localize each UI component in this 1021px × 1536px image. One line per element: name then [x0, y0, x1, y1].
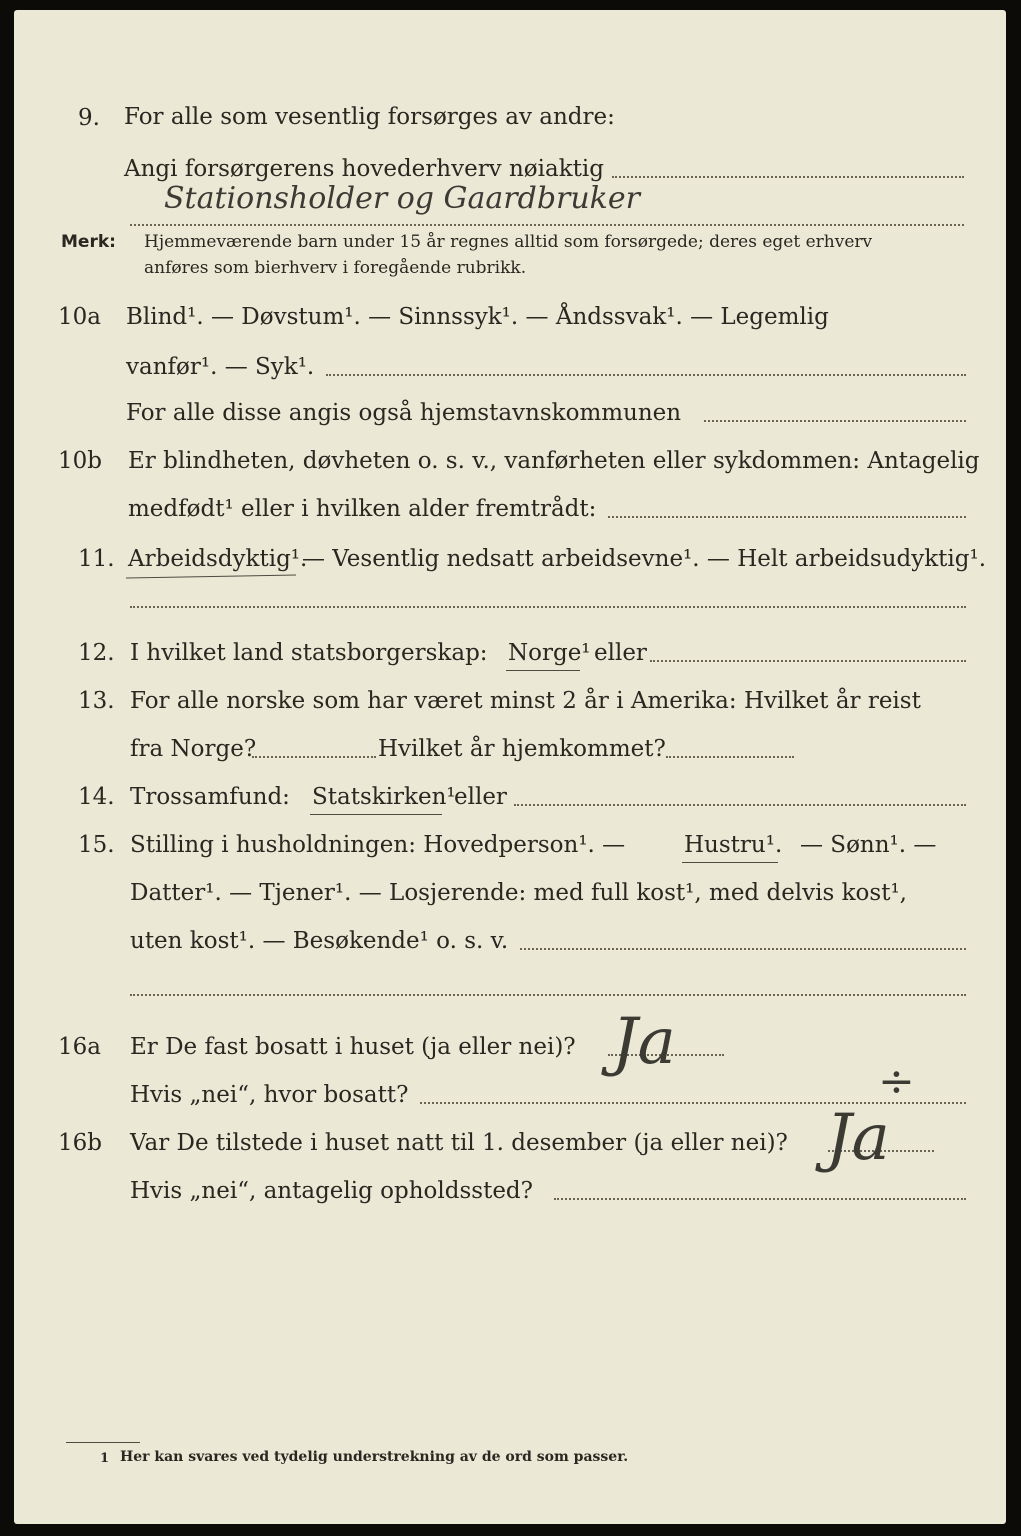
- q9-question: For alle som vesentlig forsørges av andre:: [124, 104, 615, 130]
- q15-line-1c: — Sønn¹. —: [800, 832, 937, 858]
- merk-line-2: anføres som bierhverv i foregående rubrikk.: [144, 258, 527, 278]
- q9-answer-line: [130, 224, 964, 226]
- q10a-line-1: Blind¹. — Døvstum¹. — Sinnssyk¹. — Åndssvak¹. — Legemlig: [126, 304, 829, 330]
- q10a-line-2: vanfør¹. — Syk¹.: [126, 354, 315, 380]
- q12-number: 12.: [78, 640, 115, 666]
- q9-dotted-line: [612, 176, 964, 178]
- q12-or: eller: [594, 640, 647, 666]
- q10a-line-3: For alle disse angis også hjemstavnskommunen: [126, 400, 682, 426]
- footnote-text: Her kan svares ved tydelig understrekning av de ord som passer.: [120, 1449, 629, 1465]
- q14-question: Trossamfund:: [130, 784, 290, 810]
- q10b-line-1: Er blindheten, døvheten o. s. v., vanførheten eller sykdommen: Antagelig: [128, 448, 980, 474]
- q15-line-1a: Stilling i husholdningen: Hovedperson¹. —: [130, 832, 626, 858]
- q12-option-norway: Norge¹: [508, 640, 591, 666]
- q9-provider-occupation-label: Angi forsørgerens hovederhverv nøiaktig: [124, 156, 604, 182]
- q15-handwritten-underline: [682, 862, 778, 863]
- q12-question: I hvilket land statsborgerskap:: [130, 640, 488, 666]
- census-form-page: [14, 10, 1006, 1524]
- q16a-handwritten-dash: ÷: [878, 1056, 915, 1107]
- q15-line-3: uten kost¹. — Besøkende¹ o. s. v.: [130, 928, 509, 954]
- q14-option-state-church: Statskirken¹: [312, 784, 456, 810]
- q13-number: 13.: [78, 688, 115, 714]
- q15-line-2: Datter¹. — Tjener¹. — Losjerende: med full kost¹, med delvis kost¹,: [130, 880, 907, 906]
- q14-dotted-line: [514, 804, 966, 806]
- q16b-where-label: Hvis „nei“, antagelig opholdssted?: [130, 1178, 533, 1204]
- q15-dotted-line: [520, 948, 966, 950]
- q16b-question: Var De tilstede i huset natt til 1. desember (ja eller nei)?: [130, 1130, 788, 1156]
- q10a-dotted-line: [326, 374, 966, 376]
- merk-label: Merk:: [61, 232, 116, 252]
- q11-option-able: Arbeidsdyktig¹.: [128, 546, 308, 572]
- q13-year-left-line: [252, 756, 376, 758]
- q15-number: 15.: [78, 832, 115, 858]
- footnote-mark: 1: [100, 1451, 110, 1466]
- q16a-question: Er De fast bosatt i huset (ja eller nei)?: [130, 1034, 576, 1060]
- q14-handwritten-underline: [310, 814, 442, 815]
- q16a-where-label: Hvis „nei“, hvor bosatt?: [130, 1082, 409, 1108]
- q16a-handwritten-answer: Ja: [612, 1005, 676, 1079]
- q16a-number: 16a: [58, 1034, 101, 1060]
- q11-handwritten-underline: [126, 575, 296, 579]
- q14-number: 14.: [78, 784, 115, 810]
- q12-handwritten-underline: [506, 670, 580, 671]
- q13-left-norway: fra Norge?: [130, 736, 257, 762]
- q11-dotted-line: [130, 606, 966, 608]
- q11-other-options: — Vesentlig nedsatt arbeidsevne¹. — Helt arbeidsudyktig¹.: [302, 546, 987, 572]
- q13-year-returned-line: [666, 756, 794, 758]
- q16b-number: 16b: [58, 1130, 102, 1156]
- q12-dotted-line: [650, 660, 966, 662]
- q13-returned: Hvilket år hjemkommet?: [378, 736, 666, 762]
- q9-handwritten-answer: Stationsholder og Gaardbruker: [164, 181, 640, 216]
- q16b-where-line: [554, 1198, 966, 1200]
- q10a-home-municipality-line: [704, 420, 966, 422]
- q10a-number: 10a: [58, 304, 101, 330]
- q16b-handwritten-answer: Ja: [826, 1101, 890, 1175]
- q14-or: eller: [454, 784, 507, 810]
- merk-line-1: Hjemmeværende barn under 15 år regnes alltid som forsørgede; deres eget erhverv: [144, 232, 873, 252]
- q9-number: 9.: [78, 105, 100, 131]
- q10b-number: 10b: [58, 448, 102, 474]
- footnote-rule: [66, 1442, 140, 1443]
- q10b-line-2: medfødt¹ eller i hvilken alder fremtrådt:: [128, 496, 597, 522]
- q11-number: 11.: [78, 546, 115, 572]
- q10b-dotted-line: [608, 516, 966, 518]
- q13-line-1: For alle norske som har været minst 2 år i Amerika: Hvilket år reist: [130, 688, 921, 714]
- q15-option-wife: Hustru¹.: [684, 832, 783, 858]
- q15-extra-dotted-line: [130, 994, 966, 996]
